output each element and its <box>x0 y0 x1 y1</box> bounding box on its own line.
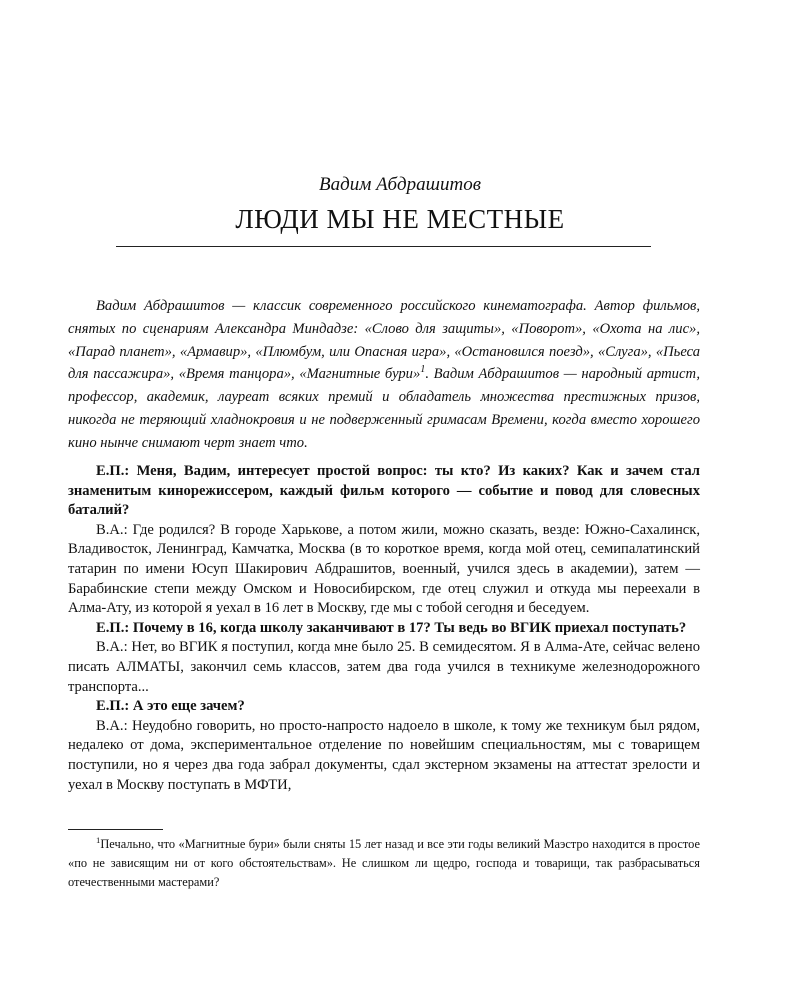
intro-text-2: . Вадим Абдрашитов — народный артист, профессор, академик, лауреат всяких премий и обладатель множества престижных призов, никогда не теряющий хладнокровия и не подверженный гримасам Времени, когда вместо хорошего кино нынче снимают черт знает что. <box>68 366 701 451</box>
title-divider <box>116 246 651 247</box>
footnote-reference: 1 <box>420 364 426 376</box>
answer-paragraph: В.А.: Где родился? В городе Харькове, а потом жили, можно сказать, везде: Южно-Сахалинск, Владивосток, Ленинград, Камчатка, Москва (в то короткое время, когда мой отец, семипалатинский татарин по имени Юсуп Шакирович Абдрашитов, военный, учился здесь в академии), затем — Барабинские степи между Омском и Новосибирском, где отец служил и откуда мы переехали в Алма-Ату, из которой я уехал в 16 лет в Москву, где мы с тобой сегодня и беседуем. <box>68 521 700 617</box>
answer-paragraph: В.А.: Нет, во ВГИК я поступил, когда мне было 25. В семидесятом. Я в Алма-Ате, сейчас велено писать АЛМАТЫ, закончил семь классов, затем два года учился в техникуме железнодорожного транспорта... <box>68 639 700 695</box>
author-name: Вадим Абдрашитов <box>319 174 481 195</box>
footnote <box>68 835 700 892</box>
intro-paragraph <box>68 295 700 455</box>
question-paragraph: Е.П.: А это еще зачем? <box>96 698 245 715</box>
answer-paragraph: В.А.: Неудобно говорить, но просто-напросто надоело в школе, к тому же техникум был рядом, недалеко от дома, экспериментальное отделение по новейшим специальностям, мы с товарищем поступили, но я через два года забрал документы, сдал экстерном экзамены на аттестат зрелости и уехал в Москву поступать в МФТИ, <box>68 717 700 793</box>
question-paragraph: Е.П.: Меня, Вадим, интересует простой вопрос: ты кто? Из каких? Как и зачем стал знаменитым кинорежиссером, каждый фильм которого — событие и повод для словесных баталий? <box>68 463 700 519</box>
intro-text-1: Вадим Абдрашитов — классик современного российского кинематографа. Автор фильмов, снятых по сценариям Александра Миндадзе: «Слово для защиты», «Поворот», «Охота на лис», «Парад планет», «Армавир», «Плюмбум, или Опасная игра», «Остановился поезд», «Слуга», «Пьеса для пассажира», «Время танцора», «Магнитные бури» <box>68 298 700 383</box>
chapter-title: ЛЮДИ МЫ НЕ МЕСТНЫЕ <box>235 204 565 234</box>
interview-body <box>68 462 700 795</box>
footnote-divider <box>68 829 163 830</box>
footnote-text: Печально, что «Магнитные бури» были сняты 15 лет назад и все эти годы великий Маэстро находится в простое «по не зависящим ни от кого обстоятельствам». Не слишком ли щедро, господа и товарищи, так разбрасываться отечественными мастерами? <box>68 837 700 889</box>
question-paragraph: Е.П.: Почему в 16, когда школу заканчивают в 17? Ты ведь во ВГИК приехал поступать? <box>96 619 687 636</box>
footnote-number: 1 <box>96 834 101 845</box>
